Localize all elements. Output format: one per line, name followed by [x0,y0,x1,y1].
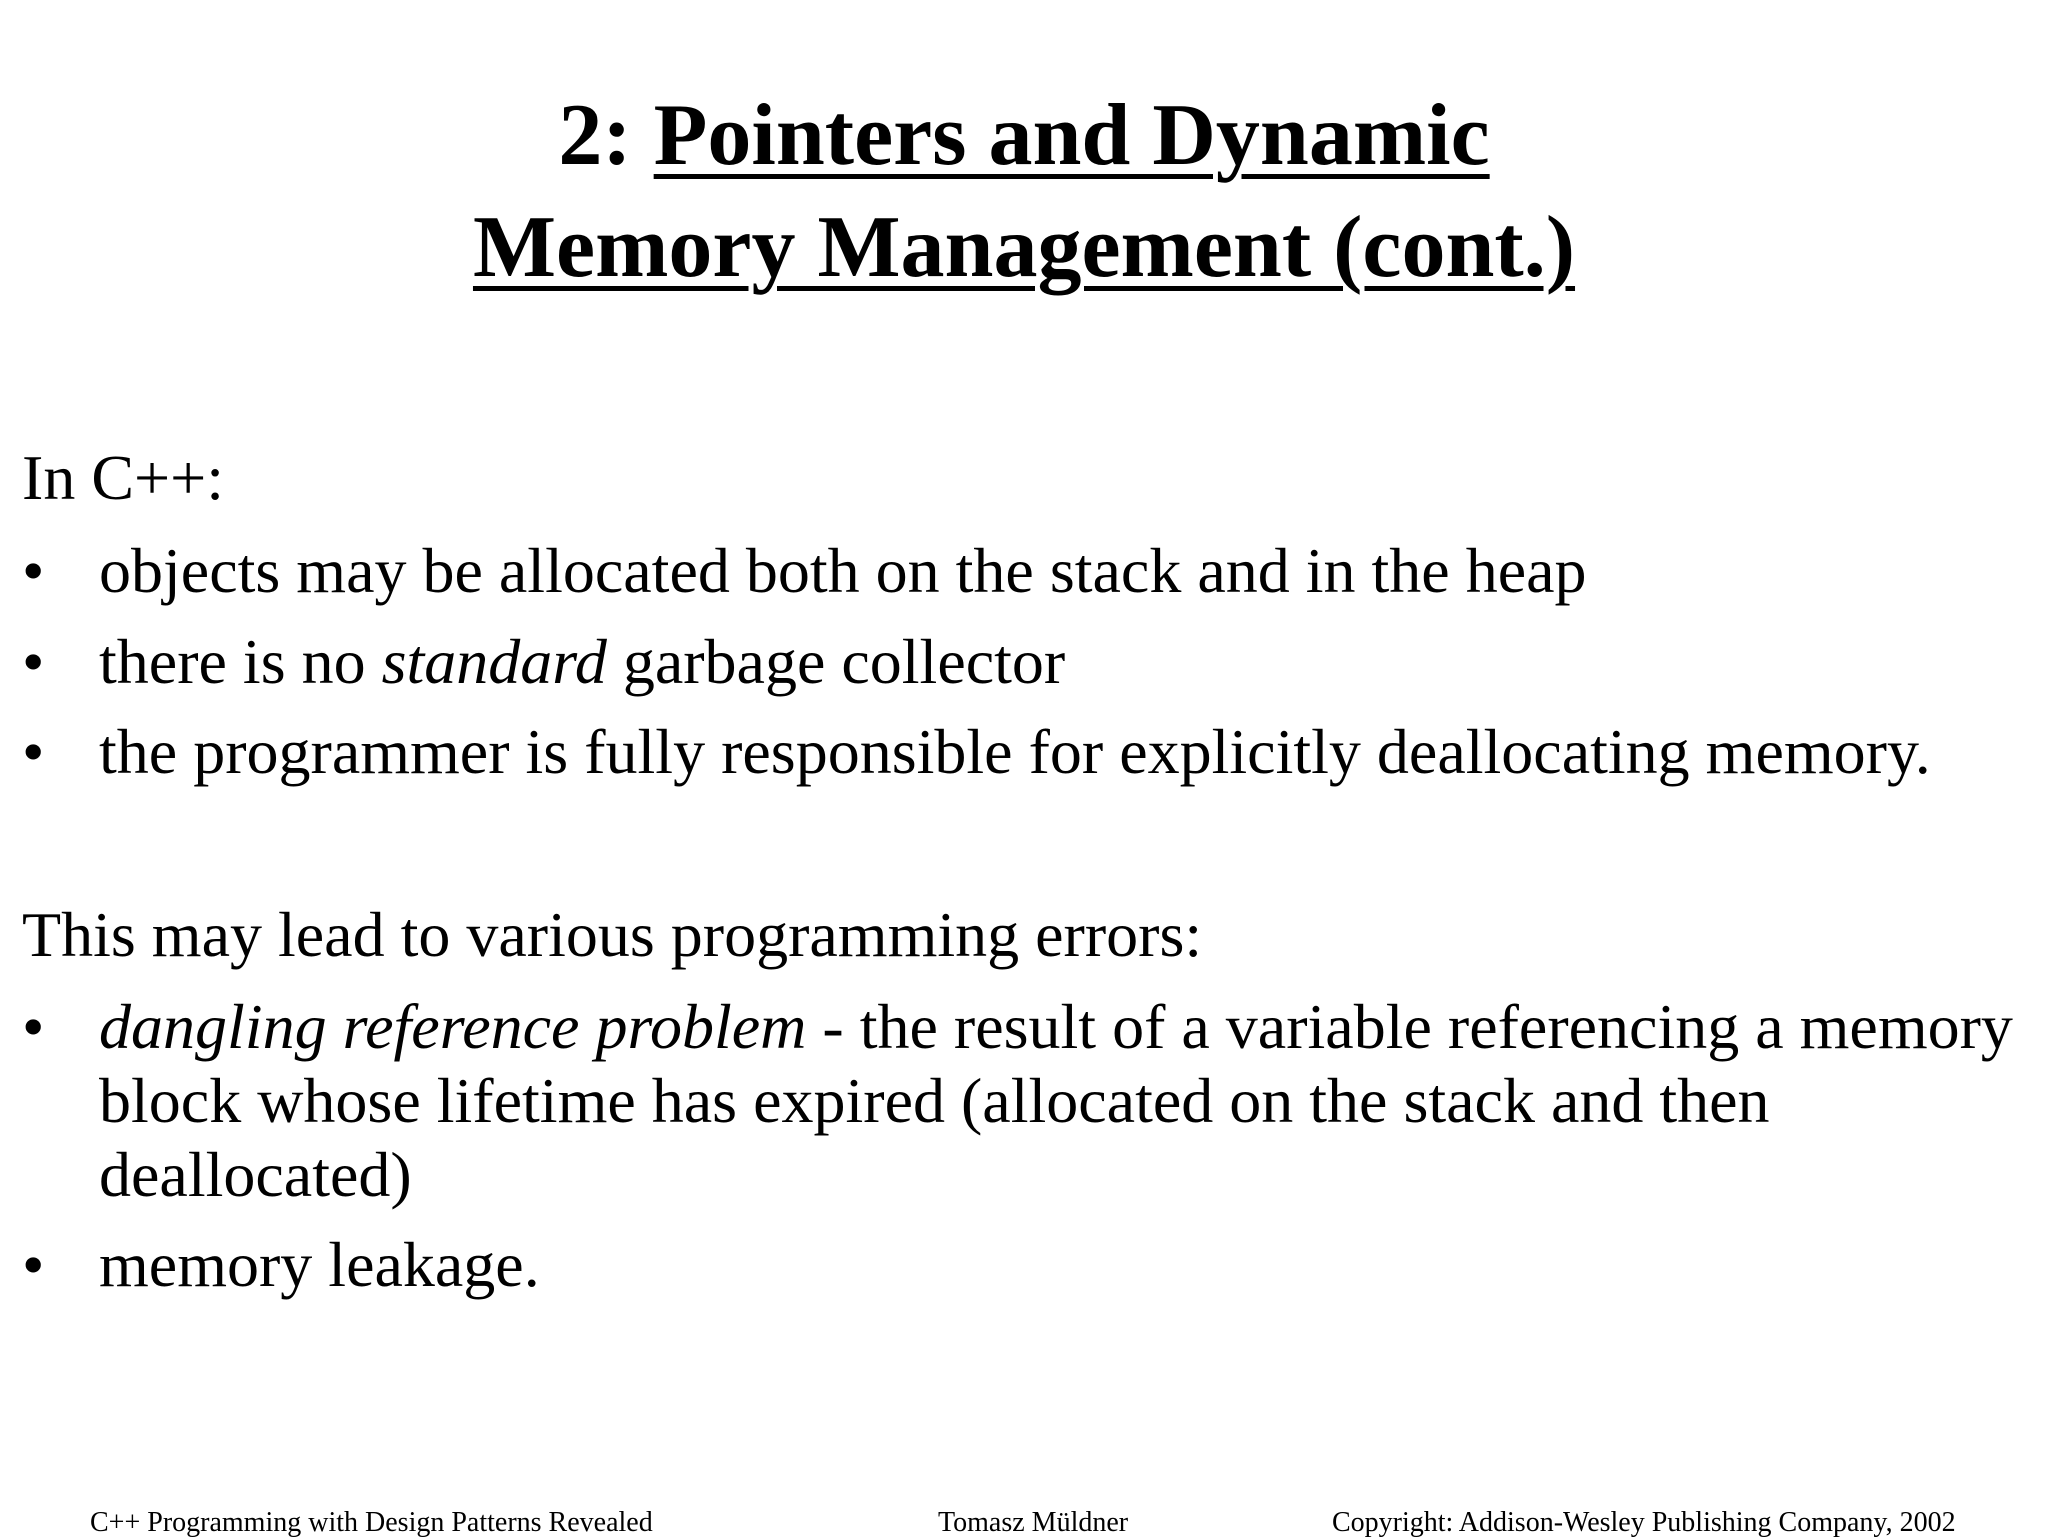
footer-author: Tomasz Müldner [938,1507,1129,1538]
bullet-marker: • [22,991,45,1062]
slide-title [0,80,2048,304]
title-number: 2: [558,87,632,184]
bullet-text-after: garbage collector [606,626,1066,697]
bullet-text: memory leakage. [99,1229,540,1300]
bullet-text-italic: standard [381,626,607,697]
section-1-bullet-2 [22,624,2022,700]
bullet-text: the programmer is fully responsible for explicitly deallocating memory. [99,716,1931,787]
section-2-bullet-1 [22,990,2022,1212]
bullet-text: objects may be allocated both on the stack and in the heap [99,535,1587,606]
bullet-marker: • [22,535,45,606]
title-line-1 [0,80,2048,192]
section-1-bullet-3 [22,715,2022,789]
bullet-marker: • [22,626,45,697]
slide-body [22,438,2022,1303]
bullet-text-after: - the result of a variable referencing a memory block whose lifetime has expired (allocated on the stack and then deallocated) [99,991,2013,1210]
section-1-bullet-list [22,533,2022,789]
section-2-bullet-list [22,990,2022,1303]
section-1-intro: In C++: [22,442,224,513]
bullet-text-italic: dangling reference problem [99,991,807,1062]
bullet-text [99,991,2013,1210]
bullet-text [99,626,1065,697]
section-1-bullet-1 [22,533,2022,609]
bullet-text-before: there is no [99,626,382,697]
footer-copyright: Copyright: Addison-Wesley Publishing Company, 2002 [1332,1507,1956,1538]
title-text-line-2: Memory Management (cont.) [472,199,1576,296]
section-spacer [22,789,2022,895]
section-2-bullet-2 [22,1227,2022,1303]
bullet-marker: • [22,716,45,787]
title-line-2 [0,192,2048,304]
section-2-intro: This may lead to various programming errors: [22,899,1203,970]
title-text-line-1: Pointers and Dynamic [653,87,1490,184]
bullet-marker: • [22,1229,45,1300]
footer-book-title: C++ Programming with Design Patterns Revealed [90,1507,653,1538]
